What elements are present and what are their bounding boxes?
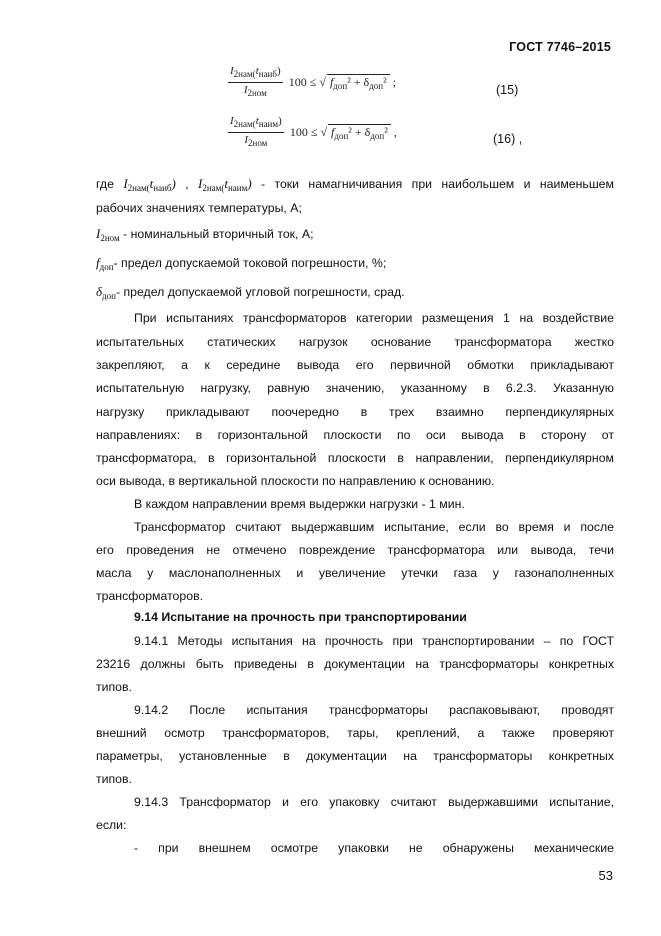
text-line: оси вывода, в вертикальной плоскости по направлению к основанию. [96, 474, 495, 488]
text-line: 23216 должны быть приведены в документации на трансформаторы конкретных [96, 657, 614, 671]
formula-fraction: $\frac{I_{2нам(}t_{наим})}{I_{2ном}}$ [230, 115, 282, 148]
text-line: направлениях: в горизонтальной плоскости по оси вывода в сторону от [96, 428, 614, 442]
text-line: если: [96, 818, 127, 832]
page-number: 53 [598, 868, 613, 883]
text-line: типов. [96, 680, 132, 694]
text-line: 9.14.1 Методы испытания на прочность при транспортировании – по ГОСТ [134, 634, 614, 648]
text-line: параметры, установленные в документации на трансформаторы конкретных [96, 749, 614, 763]
text-line: При испытаниях трансформаторов категории размещения 1 на воздействие [134, 311, 614, 325]
text-line: масла у маслонаполненных и увеличение утечки газа у газонаполненных [96, 566, 614, 580]
formula-15: $\frac{I_{2нам(}t_{наиб})}{I_{2ном}}$ 100 ≤ √ $f_{доп}^2 + \delta_{доп}^2$ ; [228, 64, 396, 101]
text-line: внешний осмотр трансформаторов, тары, креплений, а также проверяют [96, 726, 614, 740]
where-line-4: $f_{доп}-$ предел допускаемой токовой погрешности, %; [96, 255, 387, 272]
text-line: трансформаторов. [96, 589, 204, 603]
text-line: 9.14.2 После испытания трансформаторы распаковывают, проводят [134, 703, 614, 717]
text-line: трансформатора, в горизонтальной плоскости в направлении, перпендикулярном [96, 451, 614, 465]
where-line-3: $I_{2ном}$ - номинальный вторичный ток, А; [96, 226, 314, 243]
where-line-5: $\delta_{доп}-$ предел допускаемой угловой погрешности, срад. [96, 284, 405, 301]
formula-16: $\frac{I_{2нам(}t_{наим})}{I_{2ном}}$ 100 ≤ √ $f_{доп}^2 + \delta_{доп}^2$ , [228, 114, 397, 151]
text-line: Трансформатор считают выдержавшим испытание, если во время и после [134, 520, 614, 534]
section-heading: 9.14 Испытание на прочность при транспортировании [134, 610, 467, 624]
text-line: испытательных статических нагрузок основание трансформатора жестко [96, 335, 614, 349]
standard-header: ГОСТ 7746–2015 [509, 40, 611, 54]
formula-number-15: (15) [496, 83, 519, 97]
where-line-2: рабочих значениях температуры, А; [96, 201, 302, 215]
formula-number-16: (16) , [493, 132, 523, 146]
text-line: нагрузку прикладывают поочередно в трех взаимно перпендикулярных [96, 405, 614, 419]
text-line: типов. [96, 772, 132, 786]
text-line: 9.14.3 Трансформатор и его упаковку считают выдержавшими испытание, [134, 795, 614, 809]
text-line: закрепляют, а к середине вывода его первичной обмотки прикладывают [96, 358, 614, 372]
text-line: - при внешнем осмотре упаковки не обнаружены механические [134, 841, 614, 855]
text-line: его проведения не отмечено повреждение трансформатора или вывода, течи [96, 543, 614, 557]
text-line: испытательную нагрузку, равную значению, указанному в 6.2.3. Указанную [96, 381, 614, 395]
formula-fraction: $\frac{I_{2нам(}t_{наиб})}{I_{2ном}}$ [230, 65, 281, 98]
where-line-1: где $I_{2нам(}t_{наиб}$) , $I_{2нам(}t_{наим}$) - токи намагничивания при наибольшем и наименьшем [96, 176, 614, 193]
text-line: В каждом направлении время выдержки нагрузки - 1 мин. [134, 497, 465, 511]
